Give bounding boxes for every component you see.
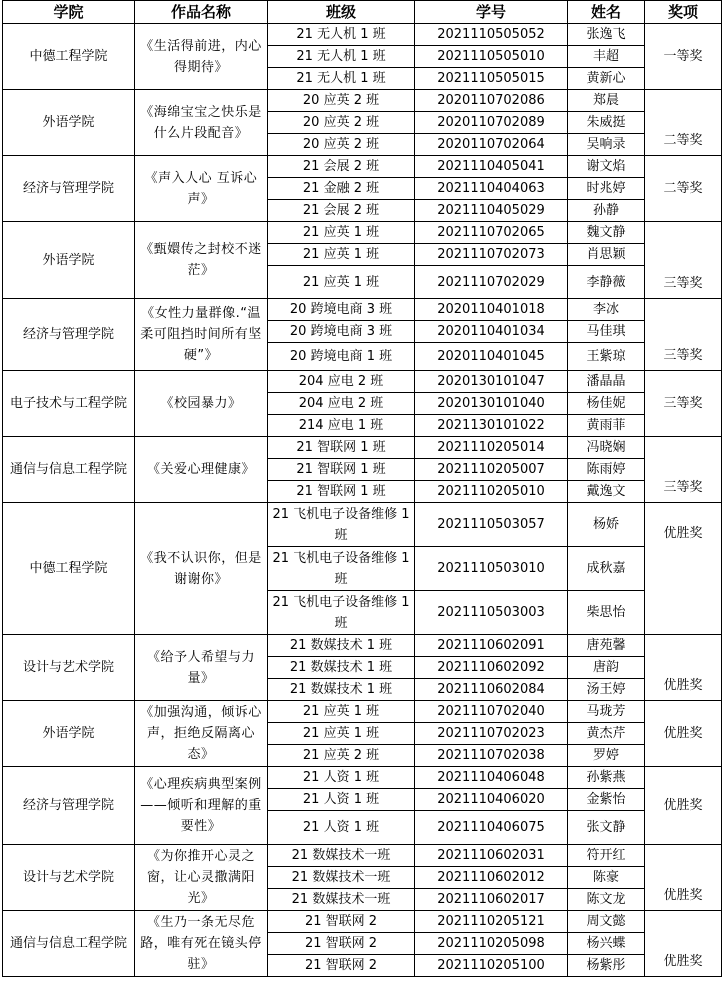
class-cell: 21 无人机 1 班 [268, 68, 415, 90]
student-id-cell: 2021130101022 [415, 415, 568, 437]
header-name: 姓名 [568, 1, 645, 24]
college-cell: 外语学院 [3, 701, 135, 767]
student-name-cell: 唐苑馨 [568, 635, 645, 657]
student-name-cell: 黄雨菲 [568, 415, 645, 437]
student-id-cell: 2021110406048 [415, 767, 568, 789]
table-row [3, 437, 722, 459]
class-cell: 21 数媒技术 1 班 [268, 679, 415, 701]
work-title-cell: 《女性力量群像.“温柔可阻挡时间所有坚硬”》 [135, 299, 268, 371]
student-id-cell: 2021110702023 [415, 723, 568, 745]
student-name-cell: 周文懿 [568, 911, 645, 933]
student-name-cell: 张文静 [568, 811, 645, 845]
student-name-cell: 罗婷 [568, 745, 645, 767]
class-cell: 21 智联网 1 班 [268, 459, 415, 481]
student-id-cell: 2020110702086 [415, 90, 568, 112]
student-name-cell: 黄新心 [568, 68, 645, 90]
header-award: 奖项 [645, 1, 722, 24]
student-id-cell: 2021110602017 [415, 889, 568, 911]
work-title-cell: 《加强沟通，倾诉心声，拒绝反隔离心态》 [135, 701, 268, 767]
award-cell: 三等奖 [645, 437, 722, 503]
college-cell: 外语学院 [3, 90, 135, 156]
work-title-cell: 《生乃一条无尽危路，唯有死在镜头停驻》 [135, 911, 268, 977]
class-cell: 21 飞机电子设备维修 1 班 [268, 503, 415, 547]
college-cell: 电子技术与工程学院 [3, 371, 135, 437]
student-id-cell: 2021110602031 [415, 845, 568, 867]
work-title-cell: 《关爱心理健康》 [135, 437, 268, 503]
student-name-cell: 丰超 [568, 46, 645, 68]
college-cell: 外语学院 [3, 222, 135, 299]
award-cell: 二等奖 [645, 156, 722, 222]
class-cell: 21 会展 2 班 [268, 156, 415, 178]
student-name-cell: 李静薇 [568, 266, 645, 299]
class-cell: 21 应英 1 班 [268, 723, 415, 745]
student-id-cell: 2020110401018 [415, 299, 568, 321]
student-id-cell: 2021110205098 [415, 933, 568, 955]
award-cell: 优胜奖 [645, 845, 722, 911]
student-name-cell: 王紫琼 [568, 343, 645, 371]
award-cell: 一等奖 [645, 24, 722, 90]
student-name-cell: 肖思颖 [568, 244, 645, 266]
award-cell: 二等奖 [645, 90, 722, 156]
class-cell: 21 应英 1 班 [268, 701, 415, 723]
class-cell: 21 飞机电子设备维修 1 班 [268, 547, 415, 591]
student-id-cell: 2020110401045 [415, 343, 568, 371]
work-title-cell: 《给予人希望与力量》 [135, 635, 268, 701]
student-name-cell: 戴逸文 [568, 481, 645, 503]
table-row [3, 299, 722, 321]
class-cell: 21 数媒技术 1 班 [268, 635, 415, 657]
student-name-cell: 冯晓娴 [568, 437, 645, 459]
college-cell: 中德工程学院 [3, 503, 135, 635]
student-name-cell: 张逸飞 [568, 24, 645, 46]
student-id-cell: 2021110406020 [415, 789, 568, 811]
student-name-cell: 金紫怡 [568, 789, 645, 811]
table-row [3, 222, 722, 244]
class-cell: 21 应英 1 班 [268, 222, 415, 244]
student-id-cell: 2020110401034 [415, 321, 568, 343]
class-cell: 21 数媒技术一班 [268, 867, 415, 889]
student-name-cell: 潘晶晶 [568, 371, 645, 393]
student-id-cell: 2021110404063 [415, 178, 568, 200]
student-name-cell: 孙静 [568, 200, 645, 222]
student-id-cell: 2021110602012 [415, 867, 568, 889]
class-cell: 20 应英 2 班 [268, 134, 415, 156]
header-college: 学院 [3, 1, 135, 24]
award-cell: 优胜奖 [645, 701, 722, 767]
class-cell: 21 无人机 1 班 [268, 46, 415, 68]
student-id-cell: 2020130101047 [415, 371, 568, 393]
student-name-cell: 陈文龙 [568, 889, 645, 911]
class-cell: 20 应英 2 班 [268, 90, 415, 112]
class-cell: 20 跨境电商 1 班 [268, 343, 415, 371]
student-id-cell: 2021110505010 [415, 46, 568, 68]
class-cell: 21 数媒技术 1 班 [268, 657, 415, 679]
student-id-cell: 2021110503010 [415, 547, 568, 591]
work-title-cell: 《心理疾病典型案例——倾听和理解的重要性》 [135, 767, 268, 845]
table-row [3, 503, 722, 547]
table-row [3, 156, 722, 178]
student-id-cell: 2021110405041 [415, 156, 568, 178]
student-name-cell: 黄杰芹 [568, 723, 645, 745]
student-id-cell: 2021110205007 [415, 459, 568, 481]
student-id-cell: 2021110602092 [415, 657, 568, 679]
student-id-cell: 2021110503057 [415, 503, 568, 547]
class-cell: 21 飞机电子设备维修 1 班 [268, 591, 415, 635]
header-student-id: 学号 [415, 1, 568, 24]
student-id-cell: 2021110702029 [415, 266, 568, 299]
student-id-cell: 2021110505015 [415, 68, 568, 90]
class-cell: 21 金融 2 班 [268, 178, 415, 200]
table-body [3, 24, 722, 977]
college-cell: 通信与信息工程学院 [3, 437, 135, 503]
student-name-cell: 郑晨 [568, 90, 645, 112]
student-id-cell: 2021110205014 [415, 437, 568, 459]
class-cell: 21 应英 1 班 [268, 266, 415, 299]
class-cell: 21 人资 1 班 [268, 811, 415, 845]
header-row [3, 1, 722, 24]
college-cell: 设计与艺术学院 [3, 635, 135, 701]
student-name-cell: 马佳琪 [568, 321, 645, 343]
class-cell: 204 应电 2 班 [268, 371, 415, 393]
class-cell: 21 无人机 1 班 [268, 24, 415, 46]
work-title-cell: 《甄嬛传之封校不迷茫》 [135, 222, 268, 299]
student-id-cell: 2020110702089 [415, 112, 568, 134]
table-row [3, 767, 722, 789]
student-id-cell: 2021110503003 [415, 591, 568, 635]
student-id-cell: 2021110702073 [415, 244, 568, 266]
work-title-cell: 《我不认识你，但是谢谢你》 [135, 503, 268, 635]
award-cell: 优胜奖 [645, 503, 722, 635]
college-cell: 经济与管理学院 [3, 767, 135, 845]
class-cell: 21 数媒技术一班 [268, 889, 415, 911]
award-cell: 三等奖 [645, 299, 722, 371]
class-cell: 21 数媒技术一班 [268, 845, 415, 867]
student-id-cell: 2021110406075 [415, 811, 568, 845]
award-cell: 三等奖 [645, 222, 722, 299]
student-id-cell: 2021110702040 [415, 701, 568, 723]
table-row [3, 911, 722, 933]
award-cell: 优胜奖 [645, 767, 722, 845]
table-row [3, 371, 722, 393]
student-id-cell: 2021110702038 [415, 745, 568, 767]
table-row [3, 635, 722, 657]
award-cell: 三等奖 [645, 371, 722, 437]
student-name-cell: 杨兴蝶 [568, 933, 645, 955]
student-name-cell: 柴思怡 [568, 591, 645, 635]
class-cell: 21 会展 2 班 [268, 200, 415, 222]
class-cell: 20 跨境电商 3 班 [268, 299, 415, 321]
student-name-cell: 陈雨婷 [568, 459, 645, 481]
class-cell: 21 应英 1 班 [268, 244, 415, 266]
award-list-table [2, 0, 722, 977]
student-name-cell: 李冰 [568, 299, 645, 321]
student-id-cell: 2021110405029 [415, 200, 568, 222]
work-title-cell: 《海绵宝宝之快乐是什么片段配音》 [135, 90, 268, 156]
award-cell: 优胜奖 [645, 911, 722, 977]
student-name-cell: 魏文静 [568, 222, 645, 244]
class-cell: 21 智联网 1 班 [268, 437, 415, 459]
table-row [3, 24, 722, 46]
class-cell: 21 智联网 2 [268, 933, 415, 955]
class-cell: 21 智联网 1 班 [268, 481, 415, 503]
class-cell: 20 跨境电商 3 班 [268, 321, 415, 343]
student-name-cell: 杨佳妮 [568, 393, 645, 415]
student-id-cell: 2020110702064 [415, 134, 568, 156]
class-cell: 21 智联网 2 [268, 911, 415, 933]
class-cell: 204 应电 2 班 [268, 393, 415, 415]
work-title-cell: 《为你推开心灵之窗，让心灵撒满阳光》 [135, 845, 268, 911]
student-id-cell: 2021110205121 [415, 911, 568, 933]
class-cell: 21 智联网 2 [268, 955, 415, 977]
student-name-cell: 汤王婷 [568, 679, 645, 701]
header-class: 班级 [268, 1, 415, 24]
class-cell: 21 应英 2 班 [268, 745, 415, 767]
work-title-cell: 《校园暴力》 [135, 371, 268, 437]
student-id-cell: 2021110602091 [415, 635, 568, 657]
header-work-title: 作品名称 [135, 1, 268, 24]
student-id-cell: 2021110205010 [415, 481, 568, 503]
student-name-cell: 杨紫彤 [568, 955, 645, 977]
student-name-cell: 马珑芳 [568, 701, 645, 723]
student-id-cell: 2021110205100 [415, 955, 568, 977]
student-name-cell: 唐韵 [568, 657, 645, 679]
student-name-cell: 谢文焰 [568, 156, 645, 178]
work-title-cell: 《生活得前进，内心得期待》 [135, 24, 268, 90]
college-cell: 中德工程学院 [3, 24, 135, 90]
college-cell: 经济与管理学院 [3, 156, 135, 222]
class-cell: 214 应电 1 班 [268, 415, 415, 437]
student-name-cell: 符开红 [568, 845, 645, 867]
college-cell: 经济与管理学院 [3, 299, 135, 371]
student-name-cell: 陈豪 [568, 867, 645, 889]
student-name-cell: 朱威挺 [568, 112, 645, 134]
student-name-cell: 吴响录 [568, 134, 645, 156]
student-name-cell: 杨娇 [568, 503, 645, 547]
student-name-cell: 时兆婷 [568, 178, 645, 200]
table-row [3, 845, 722, 867]
student-id-cell: 2021110702065 [415, 222, 568, 244]
student-id-cell: 2021110602084 [415, 679, 568, 701]
student-id-cell: 2020130101040 [415, 393, 568, 415]
student-name-cell: 成秋嘉 [568, 547, 645, 591]
work-title-cell: 《声入人心 互诉心声》 [135, 156, 268, 222]
table-row [3, 90, 722, 112]
class-cell: 20 应英 2 班 [268, 112, 415, 134]
college-cell: 通信与信息工程学院 [3, 911, 135, 977]
college-cell: 设计与艺术学院 [3, 845, 135, 911]
award-cell: 优胜奖 [645, 635, 722, 701]
student-id-cell: 2021110505052 [415, 24, 568, 46]
class-cell: 21 人资 1 班 [268, 767, 415, 789]
table-row [3, 701, 722, 723]
class-cell: 21 人资 1 班 [268, 789, 415, 811]
student-name-cell: 孙紫燕 [568, 767, 645, 789]
